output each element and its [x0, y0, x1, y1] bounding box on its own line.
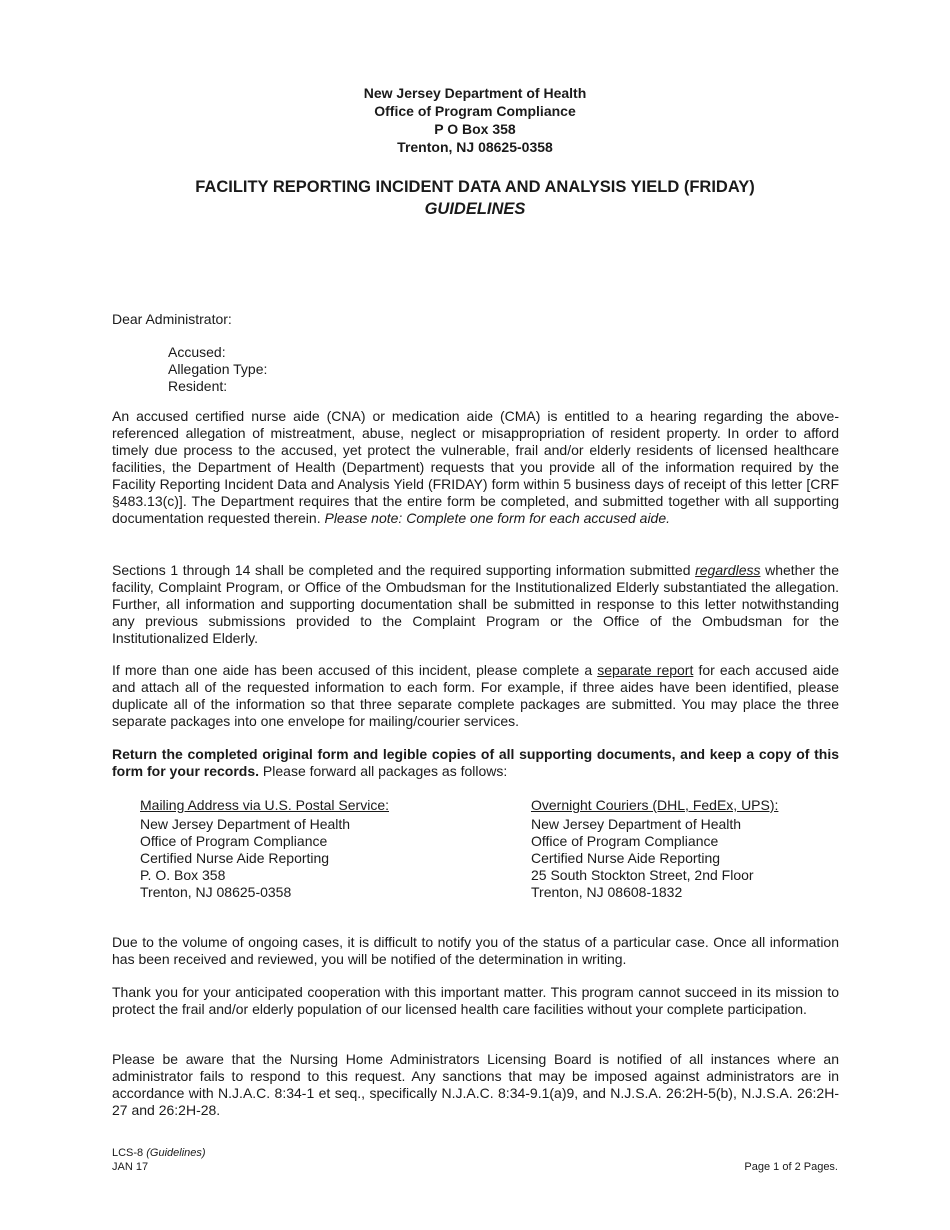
- footer-date: JAN 17: [112, 1161, 149, 1173]
- case-fields: [168, 344, 267, 395]
- footer-form-info: [112, 1146, 206, 1174]
- paragraph-licensing-board: Please be aware that the Nursing Home Administrators Licensing Board is notified of all instances where an administrator fails to respond to this request. Any sanctions that may be imposed against administrators are in accordance with N.J.A.C. 8:34-1 et seq., specifically N.J.A.C. 8:34-9.1(a)9, and N.J.S.A. 26:2H-5(b), N.J.S.A. 26:2H-27 and 26:2H-28.: [112, 1051, 839, 1118]
- paragraph-thanks: Thank you for your anticipated cooperation with this important matter. This program cannot succeed in its mission to protect the frail and/or elderly population of our licensed health care facilities without your complete participation.: [112, 984, 839, 1017]
- paragraph-sections: [112, 562, 839, 647]
- letterhead-office: Office of Program Compliance: [374, 103, 576, 119]
- paragraph-multiple-aides-text-2: for each accused aide and attach all of the requested information to each form. For example, if three aides have been identified, please duplicate all of the information so that three separate complete packages are submitted. You may place the three separate packages into one envelope for mailing/courier services.: [112, 662, 839, 729]
- paragraph-hearing-note: Please note: Complete one form for each accused aide.: [324, 510, 671, 526]
- salutation: Dear Administrator:: [112, 311, 232, 327]
- paragraph-sections-text-2: whether the facility, Complaint Program, or Office of the Ombudsman for the Institutionalized Elderly substantiated the allegation. Further, all information and supporting documentation shall be submitted in response to this letter notwithstanding any previous submissions provided to the Complaint Program or the Office of the Ombudsman for the Institutionalized Elderly.: [112, 562, 839, 646]
- courier-address-line: New Jersey Department of Health: [531, 816, 742, 832]
- mailing-address: [140, 797, 389, 901]
- paragraph-status: Due to the volume of ongoing cases, it is difficult to notify you of the status of a particular case. Once all information has been received and reviewed, you will be notified of the determination in writing.: [112, 934, 839, 967]
- paragraph-multiple-aides: [112, 662, 839, 730]
- return-instructions-bold: Return the completed original form and legible copies of all supporting documents, and keep a copy of this form for your records.: [112, 746, 839, 779]
- courier-address: [531, 797, 778, 901]
- mailing-address-line: Office of Program Compliance: [140, 833, 328, 849]
- field-accused: Accused:: [168, 344, 226, 360]
- footer-form-code: LCS-8: [112, 1147, 144, 1159]
- field-allegation-type: Allegation Type:: [168, 361, 268, 377]
- paragraph-return-instructions: [112, 746, 839, 780]
- regardless-emphasis: regardless: [695, 562, 761, 578]
- mailing-address-line: P. O. Box 358: [140, 867, 226, 883]
- courier-address-line: Office of Program Compliance: [531, 833, 719, 849]
- mailing-address-line: New Jersey Department of Health: [140, 816, 351, 832]
- footer-page-number: Page 1 of 2 Pages.: [744, 1161, 838, 1173]
- courier-address-line: Trenton, NJ 08608-1832: [531, 884, 683, 900]
- letterhead-city: Trenton, NJ 08625-0358: [397, 139, 553, 155]
- letterhead-agency: New Jersey Department of Health: [363, 85, 587, 101]
- paragraph-hearing-text: An accused certified nurse aide (CNA) or medication aide (CMA) is entitled to a hearing regarding the above-referenced allegation of mistreatment, abuse, neglect or misappropriation of resident property. In order to afford timely due process to the accused, yet protect the vulnerable, frail and/or elderly residents of licensed healthcare facilities, the Department of Health (Department) requests that you provide all of the information required by the Facility Reporting Incident Data and Analysis Yield (FRIDAY) form within 5 business days of receipt of this letter [CRF §483.13(c)]. The Department requires that the entire form be completed, and submitted together with all supporting documentation requested therein.: [112, 408, 839, 526]
- return-instructions-text: Please forward all packages as follows:: [259, 763, 508, 779]
- field-resident: Resident:: [168, 378, 228, 394]
- paragraph-hearing: [112, 408, 839, 527]
- footer-form-type: (Guidelines): [146, 1147, 206, 1159]
- courier-address-line: Certified Nurse Aide Reporting: [531, 850, 721, 866]
- footer-form-code-line: [112, 1146, 206, 1160]
- courier-address-line: 25 South Stockton Street, 2nd Floor: [531, 867, 754, 883]
- mailing-address-line: Certified Nurse Aide Reporting: [140, 850, 330, 866]
- mailing-address-line: Trenton, NJ 08625-0358: [140, 884, 292, 900]
- mailing-address-heading: Mailing Address via U.S. Postal Service:: [140, 797, 389, 813]
- letterhead: [0, 84, 950, 156]
- paragraph-multiple-aides-text-1: If more than one aide has been accused of this incident, please complete a: [112, 662, 598, 678]
- courier-address-heading: Overnight Couriers (DHL, FedEx, UPS):: [531, 797, 779, 813]
- separate-report-emphasis: separate report: [597, 662, 694, 678]
- paragraph-sections-text-1: Sections 1 through 14 shall be completed and the required supporting information submitted: [112, 562, 696, 578]
- title-main: FACILITY REPORTING INCIDENT DATA AND ANALYSIS YIELD (FRIDAY): [195, 178, 755, 196]
- letterhead-po-box: P O Box 358: [434, 121, 516, 137]
- title-sub: GUIDELINES: [424, 200, 526, 218]
- document-title: [0, 176, 950, 220]
